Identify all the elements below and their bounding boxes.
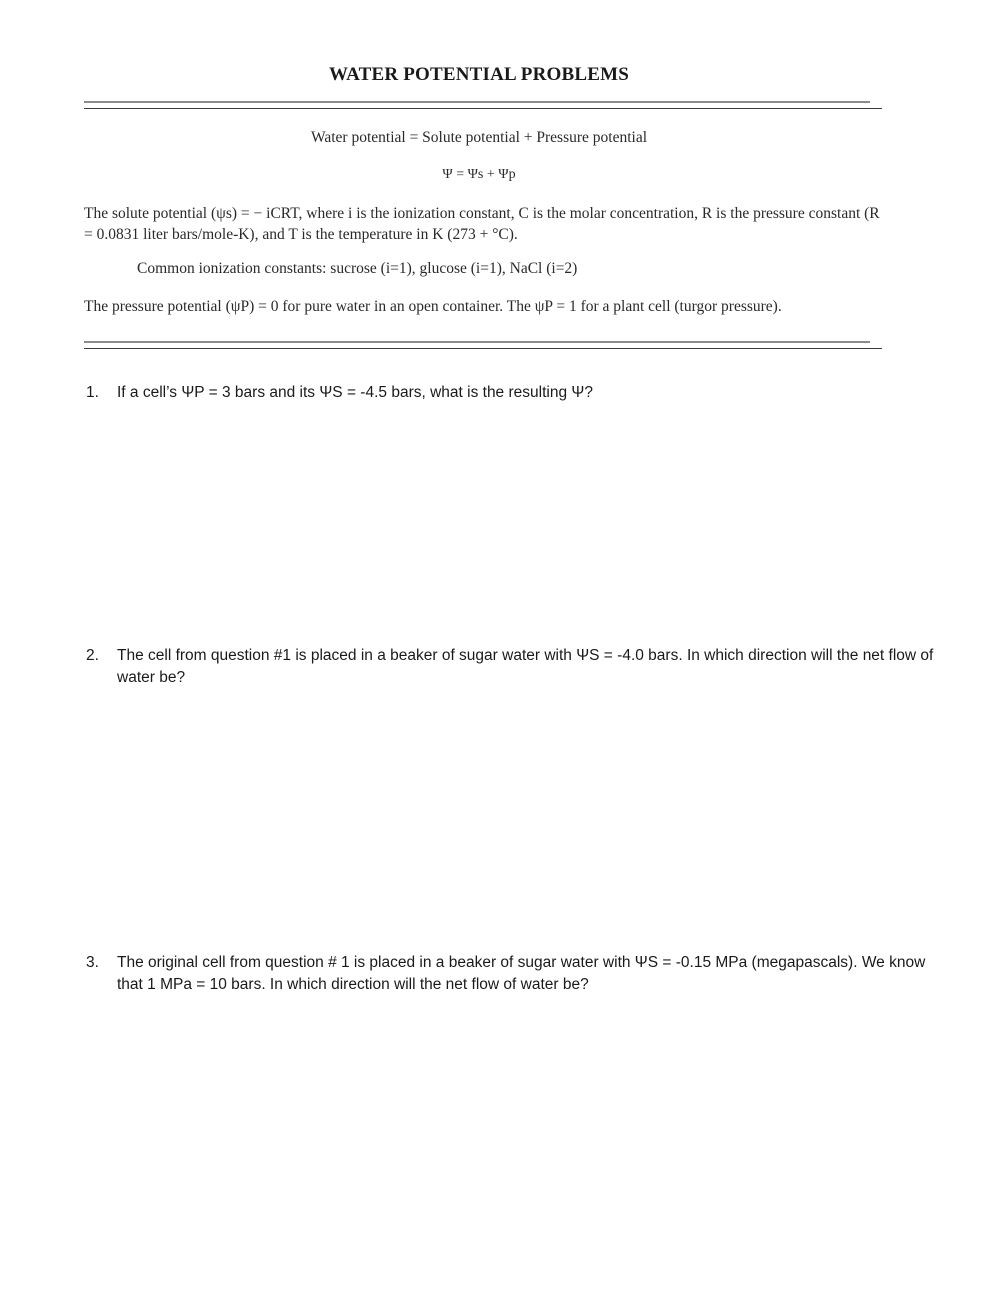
ionization-constants-text: Common ionization constants: sucrose (i=1), glucose (i=1), NaCl (i=2) [137, 260, 578, 277]
question-text: If a cell’s ΨP = 3 bars and its ΨS = -4.5 bars, what is the resulting Ψ? [117, 384, 593, 401]
bottom-divider [84, 341, 882, 349]
formula-words: Water potential = Solute potential + Pressure potential [310, 129, 648, 146]
pressure-potential-text: The pressure potential (ψP) = 0 for pure water in an open container. The ψP = 1 for a plant cell (turgor pressure). [84, 298, 782, 315]
formula-symbols: Ψ = Ψs + Ψp [442, 167, 516, 182]
question-2 [86, 645, 946, 689]
question-number: 2. [86, 647, 99, 664]
question-3 [86, 952, 946, 996]
question-text: The cell from question #1 is placed in a beaker of sugar water with ΨS = -4.0 bars. In which direction will the net flow of water be? [117, 647, 934, 686]
top-divider [84, 101, 882, 109]
question-number: 1. [86, 384, 99, 401]
solute-potential-text: The solute potential (ψs) = − iCRT, where i is the ionization constant, C is the molar concentration, R is the pressure constant (R = 0.0831 liter bars/mole-K), and T is the temperature in K (273 + °C). [84, 205, 880, 243]
question-number: 3. [86, 954, 99, 971]
question-1 [86, 382, 946, 404]
question-text: The original cell from question # 1 is placed in a beaker of sugar water with ΨS = -0.15 MPa (megapascals). We know that 1 MPa = 10 bars. In which direction will the net flow of water be? [117, 954, 926, 993]
page-title: WATER POTENTIAL PROBLEMS [328, 64, 630, 85]
